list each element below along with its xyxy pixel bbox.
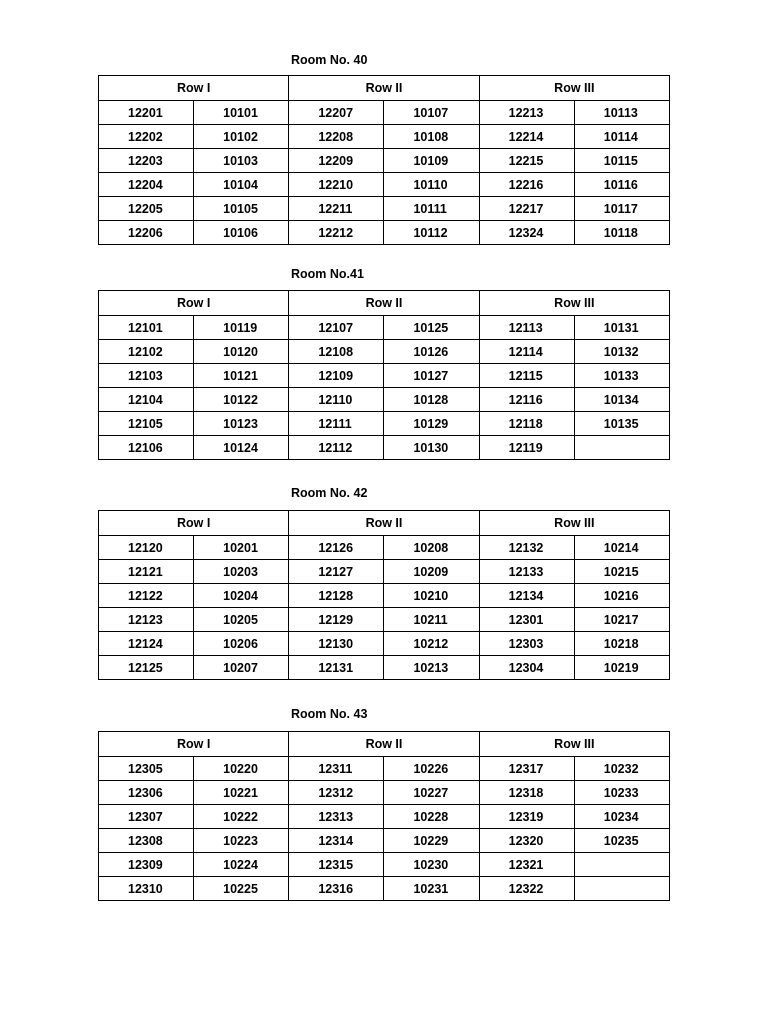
seat-number-cell: 12305 (99, 757, 194, 781)
seat-number-cell (574, 436, 669, 460)
seat-number-cell: 12213 (479, 101, 574, 125)
seat-number-cell: 10105 (194, 197, 289, 221)
table-header-row (99, 76, 670, 101)
seat-number-cell: 12121 (99, 560, 194, 584)
seat-number-cell: 10228 (384, 805, 479, 829)
seat-number-cell: 12217 (479, 197, 574, 221)
seat-number-cell: 12207 (289, 101, 384, 125)
seat-number-cell: 12303 (479, 632, 574, 656)
seat-number-cell: 10129 (384, 412, 479, 436)
table-row (99, 197, 670, 221)
seat-number-cell: 10220 (194, 757, 289, 781)
seat-number-cell: 10123 (194, 412, 289, 436)
seat-number-cell: 12103 (99, 364, 194, 388)
seat-number-cell: 10115 (574, 149, 669, 173)
room-title: Room No. 43 (291, 707, 368, 721)
seat-number-cell: 10209 (384, 560, 479, 584)
table-header-row (99, 511, 670, 536)
seat-number-cell: 12114 (479, 340, 574, 364)
seat-number-cell: 10232 (574, 757, 669, 781)
seat-number-cell: 10118 (574, 221, 669, 245)
header-row-ii: Row II (289, 732, 479, 757)
seat-number-cell: 12310 (99, 877, 194, 901)
seat-number-cell: 12206 (99, 221, 194, 245)
seat-number-cell: 10127 (384, 364, 479, 388)
table-row (99, 125, 670, 149)
seat-number-cell: 10207 (194, 656, 289, 680)
seating-table (98, 510, 670, 680)
seat-number-cell: 12214 (479, 125, 574, 149)
seat-number-cell: 10117 (574, 197, 669, 221)
seat-number-cell: 12115 (479, 364, 574, 388)
seat-number-cell: 10215 (574, 560, 669, 584)
seat-number-cell: 12308 (99, 829, 194, 853)
seat-number-cell: 12101 (99, 316, 194, 340)
seat-number-cell: 12132 (479, 536, 574, 560)
header-row-i: Row I (99, 732, 289, 757)
seat-number-cell: 12129 (289, 608, 384, 632)
seat-number-cell: 12301 (479, 608, 574, 632)
seat-number-cell: 12102 (99, 340, 194, 364)
room-title: Room No. 40 (291, 53, 368, 67)
seat-number-cell: 10130 (384, 436, 479, 460)
seat-number-cell: 12111 (289, 412, 384, 436)
seat-number-cell: 12106 (99, 436, 194, 460)
seat-number-cell: 10211 (384, 608, 479, 632)
table-row (99, 632, 670, 656)
seat-number-cell: 10121 (194, 364, 289, 388)
seat-number-cell: 10208 (384, 536, 479, 560)
seat-number-cell: 10230 (384, 853, 479, 877)
seat-number-cell: 10133 (574, 364, 669, 388)
seat-number-cell: 12119 (479, 436, 574, 460)
seat-number-cell: 12315 (289, 853, 384, 877)
seat-number-cell: 10120 (194, 340, 289, 364)
seat-number-cell: 10103 (194, 149, 289, 173)
table-row (99, 829, 670, 853)
seat-number-cell: 12324 (479, 221, 574, 245)
table-row (99, 805, 670, 829)
seat-number-cell: 12107 (289, 316, 384, 340)
seat-number-cell: 12307 (99, 805, 194, 829)
seat-number-cell: 12312 (289, 781, 384, 805)
seat-number-cell: 12109 (289, 364, 384, 388)
seat-number-cell: 10101 (194, 101, 289, 125)
seat-number-cell: 10219 (574, 656, 669, 680)
seat-number-cell: 12130 (289, 632, 384, 656)
seat-number-cell: 12112 (289, 436, 384, 460)
seat-number-cell: 10216 (574, 584, 669, 608)
header-row-iii: Row III (479, 76, 669, 101)
seat-number-cell: 10114 (574, 125, 669, 149)
table-row (99, 436, 670, 460)
seat-number-cell: 12216 (479, 173, 574, 197)
seat-number-cell: 12314 (289, 829, 384, 853)
seat-number-cell: 12126 (289, 536, 384, 560)
seat-number-cell: 12110 (289, 388, 384, 412)
seat-number-cell: 12123 (99, 608, 194, 632)
table-row (99, 608, 670, 632)
table-row (99, 364, 670, 388)
seat-number-cell: 10122 (194, 388, 289, 412)
seat-number-cell: 12125 (99, 656, 194, 680)
seat-number-cell: 10106 (194, 221, 289, 245)
room-title: Room No.41 (291, 267, 364, 281)
header-row-ii: Row II (289, 76, 479, 101)
seat-number-cell: 10203 (194, 560, 289, 584)
seat-number-cell: 12118 (479, 412, 574, 436)
seating-table (98, 290, 670, 460)
seat-number-cell: 10135 (574, 412, 669, 436)
seat-number-cell: 10112 (384, 221, 479, 245)
seat-number-cell: 12133 (479, 560, 574, 584)
seat-number-cell: 10104 (194, 173, 289, 197)
seat-number-cell: 12113 (479, 316, 574, 340)
seat-number-cell: 12204 (99, 173, 194, 197)
seat-number-cell: 10109 (384, 149, 479, 173)
seating-table (98, 731, 670, 901)
header-row-iii: Row III (479, 291, 669, 316)
table-header-row (99, 732, 670, 757)
seat-number-cell: 12212 (289, 221, 384, 245)
seat-number-cell: 12306 (99, 781, 194, 805)
table-row (99, 853, 670, 877)
seat-number-cell: 12318 (479, 781, 574, 805)
table-row (99, 221, 670, 245)
seat-number-cell: 10233 (574, 781, 669, 805)
seat-number-cell: 10227 (384, 781, 479, 805)
seat-number-cell: 12122 (99, 584, 194, 608)
seat-number-cell: 10221 (194, 781, 289, 805)
seat-number-cell: 10134 (574, 388, 669, 412)
seat-number-cell: 12317 (479, 757, 574, 781)
seat-number-cell: 10229 (384, 829, 479, 853)
table-row (99, 877, 670, 901)
seat-number-cell: 10235 (574, 829, 669, 853)
seat-number-cell: 12211 (289, 197, 384, 221)
seat-number-cell: 10113 (574, 101, 669, 125)
table-row (99, 412, 670, 436)
seat-number-cell: 12209 (289, 149, 384, 173)
header-row-i: Row I (99, 76, 289, 101)
table-row (99, 316, 670, 340)
table-row (99, 101, 670, 125)
seat-number-cell: 10225 (194, 877, 289, 901)
seat-number-cell: 10128 (384, 388, 479, 412)
seat-number-cell: 10231 (384, 877, 479, 901)
seat-number-cell: 10206 (194, 632, 289, 656)
table-row (99, 149, 670, 173)
seat-number-cell: 12210 (289, 173, 384, 197)
header-row-iii: Row III (479, 511, 669, 536)
seat-number-cell: 10119 (194, 316, 289, 340)
seat-number-cell: 10201 (194, 536, 289, 560)
seat-number-cell: 10111 (384, 197, 479, 221)
table-row (99, 173, 670, 197)
room-title: Room No. 42 (291, 486, 368, 500)
header-row-ii: Row II (289, 291, 479, 316)
table-row (99, 757, 670, 781)
seat-number-cell: 12208 (289, 125, 384, 149)
seat-number-cell: 12215 (479, 149, 574, 173)
table-row (99, 781, 670, 805)
seat-number-cell: 12105 (99, 412, 194, 436)
table-row (99, 656, 670, 680)
table-row (99, 388, 670, 412)
seat-number-cell: 10213 (384, 656, 479, 680)
seat-number-cell: 12131 (289, 656, 384, 680)
seat-number-cell: 12309 (99, 853, 194, 877)
seat-number-cell: 12127 (289, 560, 384, 584)
seat-number-cell: 12319 (479, 805, 574, 829)
seat-number-cell: 10222 (194, 805, 289, 829)
seat-number-cell: 10125 (384, 316, 479, 340)
seat-number-cell: 12205 (99, 197, 194, 221)
seat-number-cell: 10214 (574, 536, 669, 560)
seat-number-cell: 12304 (479, 656, 574, 680)
seat-number-cell: 10226 (384, 757, 479, 781)
header-row-i: Row I (99, 291, 289, 316)
table-row (99, 560, 670, 584)
seat-number-cell (574, 853, 669, 877)
seat-number-cell: 12124 (99, 632, 194, 656)
seat-number-cell: 10205 (194, 608, 289, 632)
seat-number-cell: 10131 (574, 316, 669, 340)
seat-number-cell: 12322 (479, 877, 574, 901)
table-header-row (99, 291, 670, 316)
seat-number-cell: 12201 (99, 101, 194, 125)
seat-number-cell: 12202 (99, 125, 194, 149)
seat-number-cell: 12104 (99, 388, 194, 412)
seat-number-cell: 10124 (194, 436, 289, 460)
seat-number-cell: 12116 (479, 388, 574, 412)
seat-number-cell: 12321 (479, 853, 574, 877)
seat-number-cell: 12316 (289, 877, 384, 901)
seat-number-cell: 12108 (289, 340, 384, 364)
seat-number-cell: 10116 (574, 173, 669, 197)
seat-number-cell: 12313 (289, 805, 384, 829)
seating-table (98, 75, 670, 245)
header-row-ii: Row II (289, 511, 479, 536)
seat-number-cell: 10234 (574, 805, 669, 829)
seat-number-cell: 10107 (384, 101, 479, 125)
seat-number-cell: 12134 (479, 584, 574, 608)
seat-number-cell: 10132 (574, 340, 669, 364)
seat-number-cell: 10212 (384, 632, 479, 656)
seat-number-cell: 10108 (384, 125, 479, 149)
seat-number-cell: 12311 (289, 757, 384, 781)
seat-number-cell: 10204 (194, 584, 289, 608)
header-row-i: Row I (99, 511, 289, 536)
seat-number-cell: 10223 (194, 829, 289, 853)
table-row (99, 584, 670, 608)
table-row (99, 340, 670, 364)
seat-number-cell: 10218 (574, 632, 669, 656)
seat-number-cell: 10217 (574, 608, 669, 632)
seat-number-cell: 10210 (384, 584, 479, 608)
seat-number-cell: 12203 (99, 149, 194, 173)
seat-number-cell: 10102 (194, 125, 289, 149)
seat-number-cell: 10110 (384, 173, 479, 197)
seat-number-cell: 12320 (479, 829, 574, 853)
seat-number-cell: 12128 (289, 584, 384, 608)
header-row-iii: Row III (479, 732, 669, 757)
seat-number-cell: 12120 (99, 536, 194, 560)
seat-number-cell (574, 877, 669, 901)
seat-number-cell: 10224 (194, 853, 289, 877)
table-row (99, 536, 670, 560)
seat-number-cell: 10126 (384, 340, 479, 364)
